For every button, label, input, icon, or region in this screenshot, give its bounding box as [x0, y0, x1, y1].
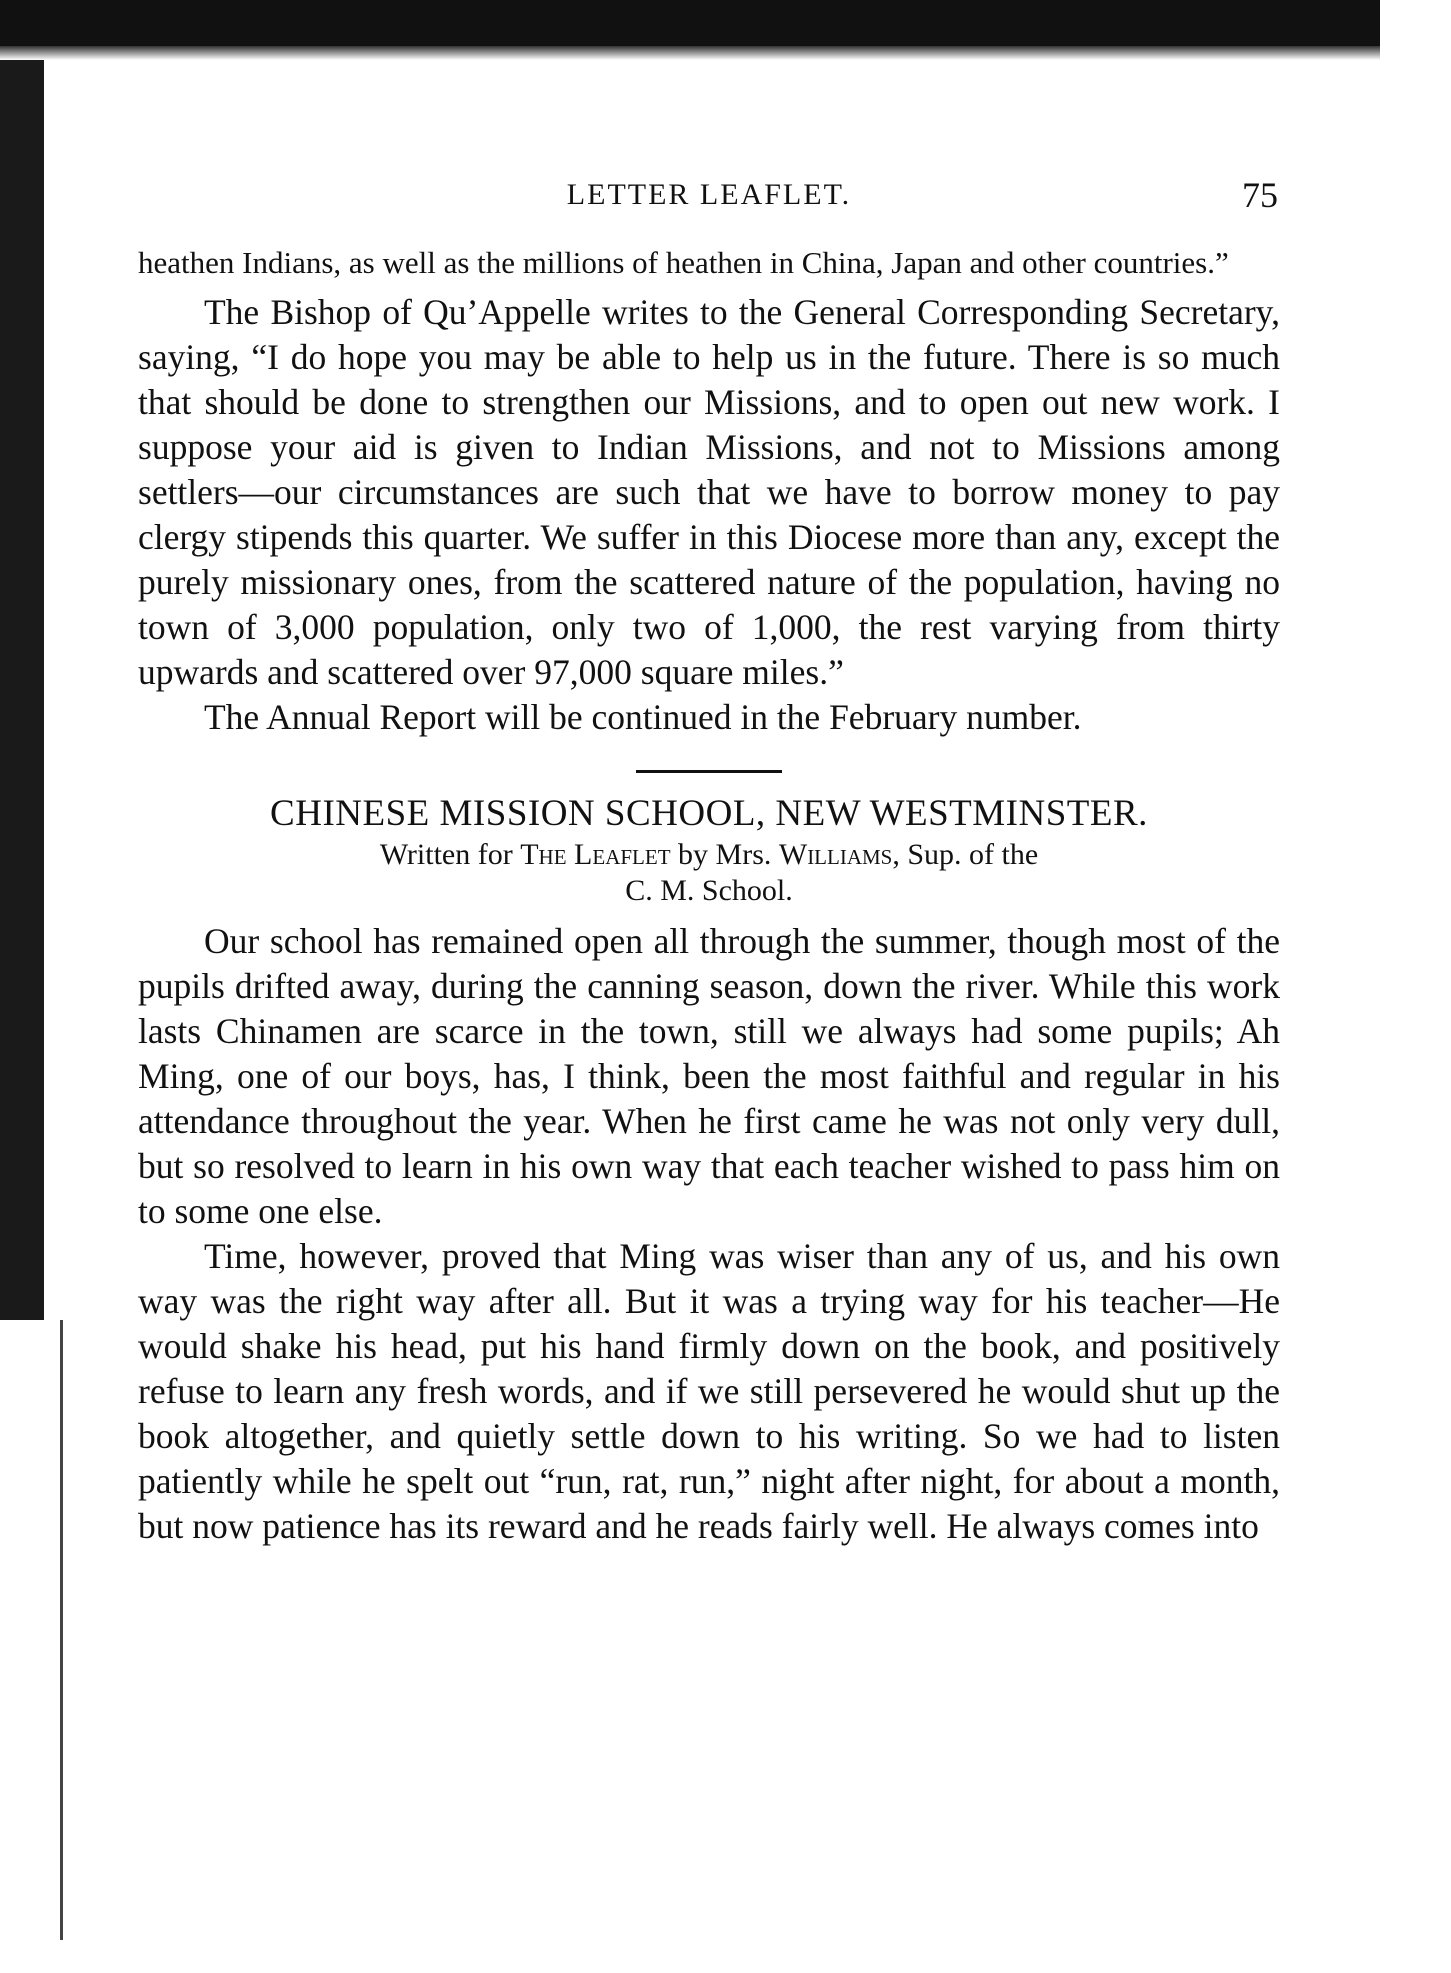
- body-paragraph-3: The Annual Report will be continued in the February number.: [204, 697, 1082, 737]
- body-paragraph-1: heathen Indians, as well as the millions of heathen in China, Japan and other countries.”: [138, 245, 1229, 280]
- scan-border-top-fade: [0, 46, 1380, 60]
- scan-border-left: [0, 60, 44, 1320]
- page-content: [138, 244, 1280, 1549]
- byline-mid: by Mrs.: [670, 838, 779, 871]
- body-paragraph-2: The Bishop of Qu’Appelle writes to the General Corresponding Secretary, saying, “I do hope you may be able to help us in the future. There is so much that should be done to strengthen our Missions, and to open out new work. I suppose your aid is given to Indian Missions, and not to Missions among settlers—our circumstances are such that we have to borrow money to pay clergy stipends this quarter. We suffer in this Diocese more than any, except the purely missionary ones, from the scattered nature of the population, having no town of 3,000 population, only two of 1,000, the rest varying from thirty upwards and scattered over 97,000 square miles.”: [138, 292, 1280, 692]
- article-paragraph-2: Time, however, proved that Ming was wiser than any of us, and his own way was the right way after all. But it was a trying way for his teacher—He would shake his head, put his hand firmly down on the book, and positively refuse to learn any fresh words, and if we still persevered he would shut up the book altogether, and quietly settle down to his writing. So we had to listen patiently while he spelt out “run, rat, run,” night after night, for about a month, but now patience has its reward and he reads fairly well. He always comes into: [138, 1236, 1280, 1546]
- byline-author: Williams: [778, 838, 893, 871]
- article-byline: [138, 837, 1280, 909]
- page-header: [138, 175, 1280, 228]
- scan-border-left-thin: [60, 1320, 63, 1940]
- article-paragraph-1: Our school has remained open all through the summer, though most of the pupils drifted away, during the canning season, down the river. While this work lasts Chinamen are scarce in the town, still we always had some pupils; Ah Ming, one of our boys, has, I think, been the most faithful and regular in his attendance throughout the year. When he first came he was not only very dull, but so resolved to learn in his own way that each teacher wished to pass him on to some one else.: [138, 921, 1280, 1231]
- byline-line1-end: , Sup. of the: [892, 838, 1039, 871]
- article-title: CHINESE MISSION SCHOOL, NEW WESTMINSTER.: [270, 793, 1148, 834]
- section-divider: [636, 770, 782, 773]
- byline-publication: The Leaflet: [520, 838, 671, 871]
- page-number: 75: [1242, 175, 1278, 215]
- scan-border-top: [0, 0, 1380, 46]
- byline-prefix: Written for: [379, 838, 521, 871]
- running-head: LETTER LEAFLET.: [566, 178, 852, 211]
- byline-line2: C. M. School.: [625, 874, 793, 907]
